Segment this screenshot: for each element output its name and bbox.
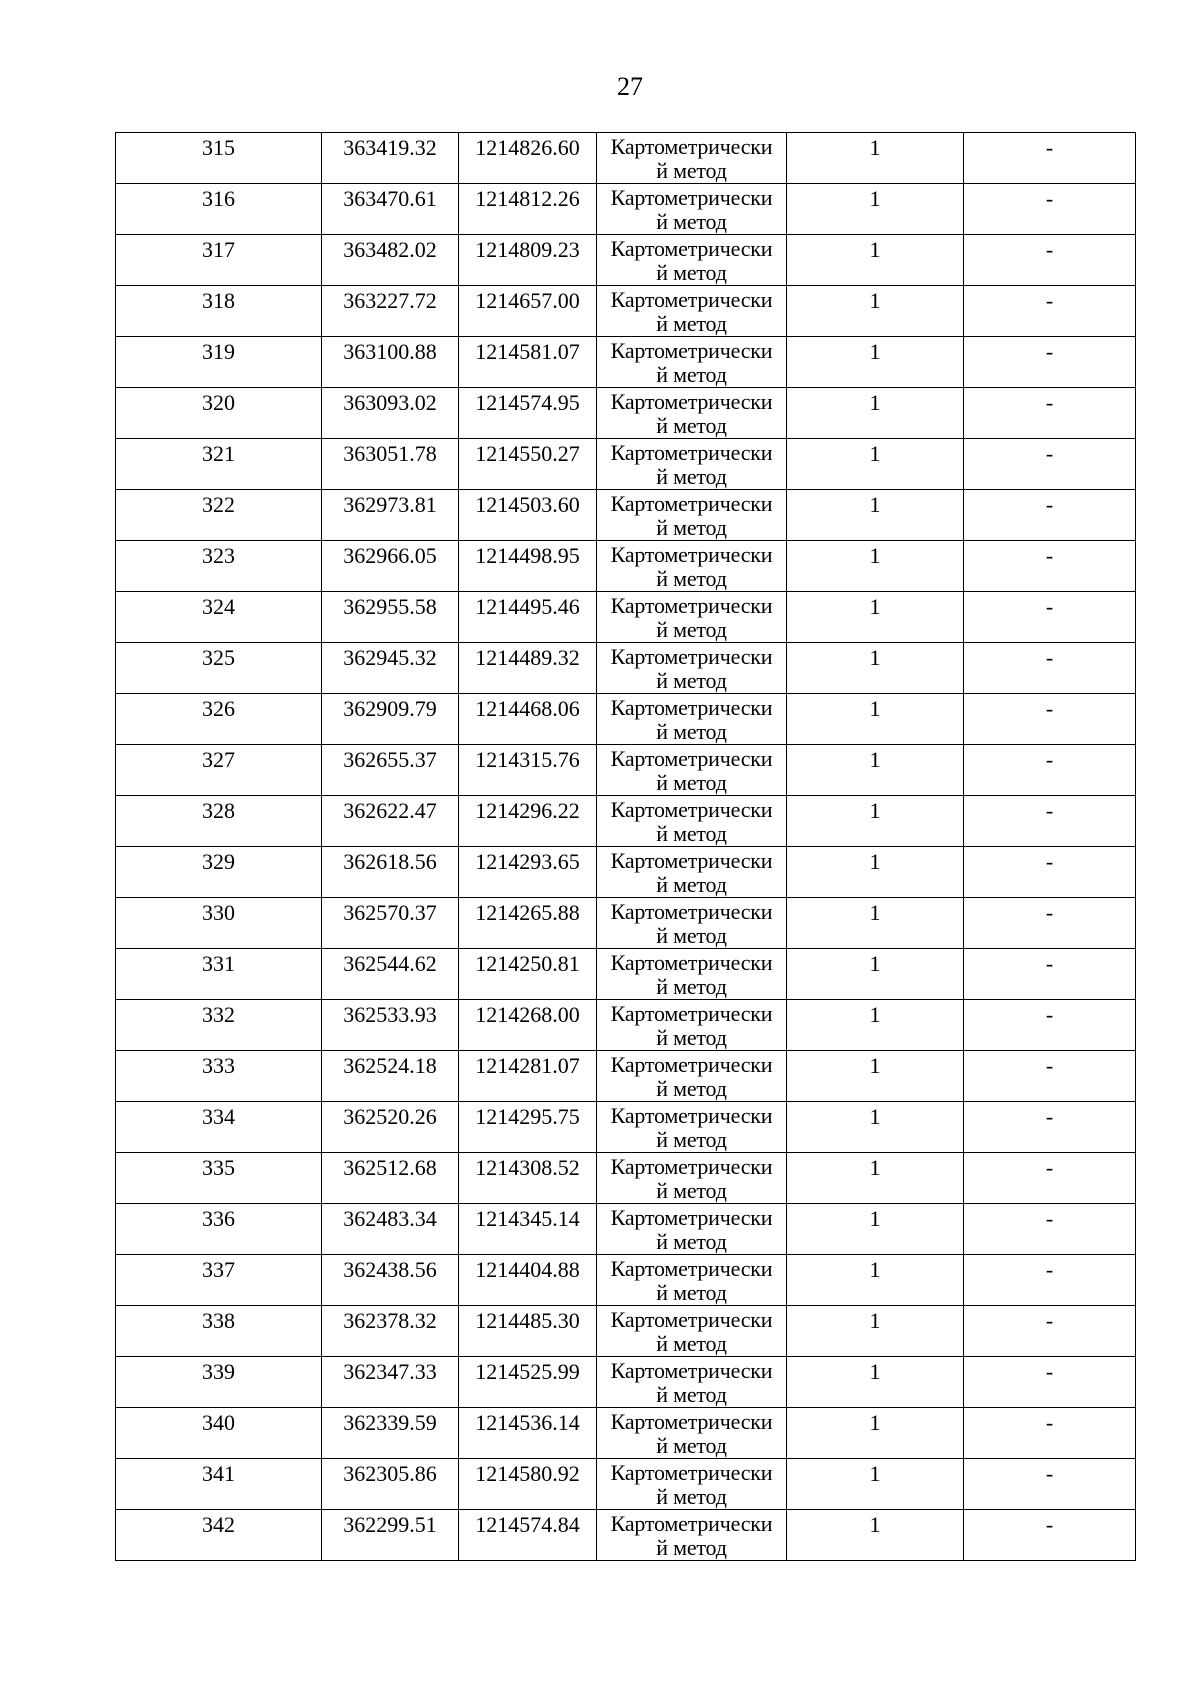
table-row — [116, 1051, 1136, 1102]
method-text-line-1: Картометрически — [610, 1307, 773, 1332]
note-cell: - — [964, 490, 1136, 541]
point-number-cell: 341 — [116, 1459, 322, 1510]
method-text-line-1: Картометрически — [610, 797, 773, 822]
method-text-line-2: й метод — [656, 464, 727, 489]
method-cell — [597, 337, 787, 388]
method-text-line-1: Картометрически — [610, 440, 773, 465]
table-row — [116, 1510, 1136, 1561]
y-coordinate-cell: 1214468.06 — [459, 694, 597, 745]
note-cell: - — [964, 1204, 1136, 1255]
method-cell — [597, 184, 787, 235]
point-number-cell: 333 — [116, 1051, 322, 1102]
method-text-line-2: й метод — [656, 1127, 727, 1152]
y-coordinate-cell: 1214550.27 — [459, 439, 597, 490]
note-cell: - — [964, 694, 1136, 745]
y-coordinate-cell: 1214574.84 — [459, 1510, 597, 1561]
accuracy-cell: 1 — [787, 1255, 964, 1306]
method-cell — [597, 1204, 787, 1255]
point-number-cell: 325 — [116, 643, 322, 694]
method-cell — [597, 796, 787, 847]
note-cell: - — [964, 1408, 1136, 1459]
note-cell: - — [964, 1102, 1136, 1153]
note-cell: - — [964, 184, 1136, 235]
table-row — [116, 745, 1136, 796]
accuracy-cell: 1 — [787, 490, 964, 541]
note-cell: - — [964, 541, 1136, 592]
y-coordinate-cell: 1214812.26 — [459, 184, 597, 235]
table-row — [116, 1000, 1136, 1051]
accuracy-cell: 1 — [787, 184, 964, 235]
x-coordinate-cell: 362966.05 — [322, 541, 459, 592]
y-coordinate-cell: 1214826.60 — [459, 133, 597, 184]
accuracy-cell: 1 — [787, 439, 964, 490]
y-coordinate-cell: 1214295.75 — [459, 1102, 597, 1153]
table-row — [116, 1306, 1136, 1357]
method-text-line-2: й метод — [656, 1535, 727, 1560]
accuracy-cell: 1 — [787, 286, 964, 337]
method-cell — [597, 1153, 787, 1204]
method-cell — [597, 541, 787, 592]
note-cell: - — [964, 133, 1136, 184]
point-number-cell: 329 — [116, 847, 322, 898]
accuracy-cell: 1 — [787, 1102, 964, 1153]
method-text-line-2: й метод — [656, 617, 727, 642]
method-text-line-2: й метод — [656, 413, 727, 438]
note-cell: - — [964, 643, 1136, 694]
y-coordinate-cell: 1214581.07 — [459, 337, 597, 388]
accuracy-cell: 1 — [787, 133, 964, 184]
method-cell — [597, 1102, 787, 1153]
y-coordinate-cell: 1214268.00 — [459, 1000, 597, 1051]
method-text-line-2: й метод — [656, 1382, 727, 1407]
note-cell: - — [964, 592, 1136, 643]
x-coordinate-cell: 362945.32 — [322, 643, 459, 694]
point-number-cell: 337 — [116, 1255, 322, 1306]
table-row — [116, 133, 1136, 184]
method-text-line-1: Картометрически — [610, 644, 773, 669]
note-cell: - — [964, 337, 1136, 388]
point-number-cell: 331 — [116, 949, 322, 1000]
table-row — [116, 490, 1136, 541]
x-coordinate-cell: 363227.72 — [322, 286, 459, 337]
y-coordinate-cell: 1214315.76 — [459, 745, 597, 796]
note-cell: - — [964, 847, 1136, 898]
x-coordinate-cell: 362347.33 — [322, 1357, 459, 1408]
method-cell — [597, 286, 787, 337]
method-text-line-2: й метод — [656, 1076, 727, 1101]
method-cell — [597, 898, 787, 949]
x-coordinate-cell: 362305.86 — [322, 1459, 459, 1510]
table-row — [116, 439, 1136, 490]
y-coordinate-cell: 1214495.46 — [459, 592, 597, 643]
x-coordinate-cell: 363470.61 — [322, 184, 459, 235]
x-coordinate-cell: 362483.34 — [322, 1204, 459, 1255]
table-row — [116, 1255, 1136, 1306]
method-text-line-1: Картометрически — [610, 491, 773, 516]
coordinates-table-body — [116, 133, 1136, 1561]
accuracy-cell: 1 — [787, 235, 964, 286]
method-cell — [597, 1051, 787, 1102]
point-number-cell: 318 — [116, 286, 322, 337]
accuracy-cell: 1 — [787, 796, 964, 847]
method-cell — [597, 235, 787, 286]
note-cell: - — [964, 1459, 1136, 1510]
method-text-line-2: й метод — [656, 770, 727, 795]
accuracy-cell: 1 — [787, 1459, 964, 1510]
method-cell — [597, 949, 787, 1000]
point-number-cell: 342 — [116, 1510, 322, 1561]
y-coordinate-cell: 1214293.65 — [459, 847, 597, 898]
method-text-line-2: й метод — [656, 260, 727, 285]
x-coordinate-cell: 362973.81 — [322, 490, 459, 541]
method-text-line-1: Картометрически — [610, 287, 773, 312]
method-text-line-1: Картометрически — [610, 1358, 773, 1383]
method-text-line-1: Картометрически — [610, 389, 773, 414]
x-coordinate-cell: 362570.37 — [322, 898, 459, 949]
method-text-line-1: Картометрически — [610, 1409, 773, 1434]
y-coordinate-cell: 1214250.81 — [459, 949, 597, 1000]
note-cell: - — [964, 1153, 1136, 1204]
method-text-line-2: й метод — [656, 923, 727, 948]
point-number-cell: 327 — [116, 745, 322, 796]
method-cell — [597, 490, 787, 541]
point-number-cell: 324 — [116, 592, 322, 643]
table-row — [116, 235, 1136, 286]
x-coordinate-cell: 362339.59 — [322, 1408, 459, 1459]
method-text-line-1: Картометрически — [610, 899, 773, 924]
coordinates-table — [115, 132, 1136, 1561]
method-text-line-1: Картометрически — [610, 950, 773, 975]
point-number-cell: 339 — [116, 1357, 322, 1408]
table-row — [116, 1459, 1136, 1510]
y-coordinate-cell: 1214525.99 — [459, 1357, 597, 1408]
method-text-line-1: Картометрически — [610, 1001, 773, 1026]
point-number-cell: 332 — [116, 1000, 322, 1051]
table-row — [116, 592, 1136, 643]
y-coordinate-cell: 1214296.22 — [459, 796, 597, 847]
accuracy-cell: 1 — [787, 388, 964, 439]
x-coordinate-cell: 363093.02 — [322, 388, 459, 439]
note-cell: - — [964, 286, 1136, 337]
note-cell: - — [964, 235, 1136, 286]
method-text-line-2: й метод — [656, 821, 727, 846]
method-text-line-2: й метод — [656, 974, 727, 999]
y-coordinate-cell: 1214404.88 — [459, 1255, 597, 1306]
method-cell — [597, 133, 787, 184]
table-row — [116, 796, 1136, 847]
method-text-line-2: й метод — [656, 1433, 727, 1458]
table-row — [116, 286, 1136, 337]
y-coordinate-cell: 1214503.60 — [459, 490, 597, 541]
method-text-line-1: Картометрически — [610, 185, 773, 210]
accuracy-cell: 1 — [787, 1306, 964, 1357]
table-row — [116, 1204, 1136, 1255]
accuracy-cell: 1 — [787, 337, 964, 388]
y-coordinate-cell: 1214536.14 — [459, 1408, 597, 1459]
table-row — [116, 1102, 1136, 1153]
x-coordinate-cell: 362533.93 — [322, 1000, 459, 1051]
note-cell: - — [964, 1000, 1136, 1051]
method-cell — [597, 1357, 787, 1408]
accuracy-cell: 1 — [787, 847, 964, 898]
method-text-line-1: Картометрически — [610, 1205, 773, 1230]
x-coordinate-cell: 362618.56 — [322, 847, 459, 898]
method-cell — [597, 1408, 787, 1459]
note-cell: - — [964, 388, 1136, 439]
x-coordinate-cell: 362622.47 — [322, 796, 459, 847]
y-coordinate-cell: 1214265.88 — [459, 898, 597, 949]
table-row — [116, 541, 1136, 592]
accuracy-cell: 1 — [787, 643, 964, 694]
note-cell: - — [964, 949, 1136, 1000]
x-coordinate-cell: 363100.88 — [322, 337, 459, 388]
method-cell — [597, 1255, 787, 1306]
y-coordinate-cell: 1214498.95 — [459, 541, 597, 592]
method-text-line-1: Картометрически — [610, 236, 773, 261]
x-coordinate-cell: 363482.02 — [322, 235, 459, 286]
method-text-line-1: Картометрически — [610, 1511, 773, 1536]
accuracy-cell: 1 — [787, 1153, 964, 1204]
note-cell: - — [964, 1051, 1136, 1102]
accuracy-cell: 1 — [787, 898, 964, 949]
accuracy-cell: 1 — [787, 949, 964, 1000]
accuracy-cell: 1 — [787, 541, 964, 592]
y-coordinate-cell: 1214281.07 — [459, 1051, 597, 1102]
accuracy-cell: 1 — [787, 694, 964, 745]
accuracy-cell: 1 — [787, 1510, 964, 1561]
table-row — [116, 847, 1136, 898]
accuracy-cell: 1 — [787, 592, 964, 643]
method-text-line-2: й метод — [656, 1178, 727, 1203]
x-coordinate-cell: 362299.51 — [322, 1510, 459, 1561]
y-coordinate-cell: 1214489.32 — [459, 643, 597, 694]
note-cell: - — [964, 898, 1136, 949]
method-text-line-1: Картометрически — [610, 848, 773, 873]
method-text-line-2: й метод — [656, 872, 727, 897]
x-coordinate-cell: 362909.79 — [322, 694, 459, 745]
note-cell: - — [964, 1510, 1136, 1561]
y-coordinate-cell: 1214345.14 — [459, 1204, 597, 1255]
method-text-line-1: Картометрически — [610, 338, 773, 363]
point-number-cell: 330 — [116, 898, 322, 949]
note-cell: - — [964, 439, 1136, 490]
table-row — [116, 388, 1136, 439]
table-row — [116, 1408, 1136, 1459]
method-text-line-2: й метод — [656, 158, 727, 183]
note-cell: - — [964, 1357, 1136, 1408]
point-number-cell: 317 — [116, 235, 322, 286]
method-text-line-2: й метод — [656, 362, 727, 387]
point-number-cell: 315 — [116, 133, 322, 184]
y-coordinate-cell: 1214657.00 — [459, 286, 597, 337]
point-number-cell: 326 — [116, 694, 322, 745]
method-text-line-2: й метод — [656, 209, 727, 234]
point-number-cell: 338 — [116, 1306, 322, 1357]
table-row — [116, 898, 1136, 949]
table-row — [116, 184, 1136, 235]
x-coordinate-cell: 362438.56 — [322, 1255, 459, 1306]
table-row — [116, 337, 1136, 388]
table-row — [116, 643, 1136, 694]
x-coordinate-cell: 362520.26 — [322, 1102, 459, 1153]
method-cell — [597, 1000, 787, 1051]
method-cell — [597, 388, 787, 439]
x-coordinate-cell: 362544.62 — [322, 949, 459, 1000]
method-cell — [597, 643, 787, 694]
x-coordinate-cell: 363419.32 — [322, 133, 459, 184]
method-text-line-1: Картометрически — [610, 1460, 773, 1485]
accuracy-cell: 1 — [787, 1357, 964, 1408]
method-text-line-2: й метод — [656, 1484, 727, 1509]
x-coordinate-cell: 362378.32 — [322, 1306, 459, 1357]
method-text-line-2: й метод — [656, 1025, 727, 1050]
x-coordinate-cell: 362512.68 — [322, 1153, 459, 1204]
method-text-line-1: Картометрически — [610, 593, 773, 618]
point-number-cell: 336 — [116, 1204, 322, 1255]
accuracy-cell: 1 — [787, 1408, 964, 1459]
method-text-line-1: Картометрически — [610, 1052, 773, 1077]
y-coordinate-cell: 1214809.23 — [459, 235, 597, 286]
point-number-cell: 334 — [116, 1102, 322, 1153]
method-text-line-1: Картометрически — [610, 1154, 773, 1179]
note-cell: - — [964, 796, 1136, 847]
method-text-line-1: Картометрически — [610, 1103, 773, 1128]
y-coordinate-cell: 1214485.30 — [459, 1306, 597, 1357]
method-text-line-2: й метод — [656, 1229, 727, 1254]
point-number-cell: 321 — [116, 439, 322, 490]
method-cell — [597, 1306, 787, 1357]
method-text-line-2: й метод — [656, 566, 727, 591]
method-text-line-1: Картометрически — [610, 1256, 773, 1281]
method-cell — [597, 694, 787, 745]
point-number-cell: 323 — [116, 541, 322, 592]
method-cell — [597, 439, 787, 490]
table-row — [116, 949, 1136, 1000]
accuracy-cell: 1 — [787, 1204, 964, 1255]
table-row — [116, 694, 1136, 745]
note-cell: - — [964, 1255, 1136, 1306]
table-row — [116, 1357, 1136, 1408]
note-cell: - — [964, 1306, 1136, 1357]
x-coordinate-cell: 362524.18 — [322, 1051, 459, 1102]
x-coordinate-cell: 363051.78 — [322, 439, 459, 490]
point-number-cell: 328 — [116, 796, 322, 847]
method-text-line-1: Картометрически — [610, 134, 773, 159]
method-text-line-2: й метод — [656, 311, 727, 336]
method-cell — [597, 847, 787, 898]
method-cell — [597, 1510, 787, 1561]
note-cell: - — [964, 745, 1136, 796]
x-coordinate-cell: 362955.58 — [322, 592, 459, 643]
point-number-cell: 322 — [116, 490, 322, 541]
method-text-line-2: й метод — [656, 515, 727, 540]
x-coordinate-cell: 362655.37 — [322, 745, 459, 796]
method-text-line-1: Картометрически — [610, 542, 773, 567]
y-coordinate-cell: 1214580.92 — [459, 1459, 597, 1510]
accuracy-cell: 1 — [787, 1051, 964, 1102]
method-text-line-2: й метод — [656, 1331, 727, 1356]
y-coordinate-cell: 1214574.95 — [459, 388, 597, 439]
method-text-line-2: й метод — [656, 719, 727, 744]
y-coordinate-cell: 1214308.52 — [459, 1153, 597, 1204]
accuracy-cell: 1 — [787, 1000, 964, 1051]
method-text-line-2: й метод — [656, 668, 727, 693]
page-number: 27 — [617, 72, 643, 101]
table-row — [116, 1153, 1136, 1204]
point-number-cell: 335 — [116, 1153, 322, 1204]
method-cell — [597, 745, 787, 796]
point-number-cell: 320 — [116, 388, 322, 439]
point-number-cell: 319 — [116, 337, 322, 388]
method-cell — [597, 592, 787, 643]
point-number-cell: 316 — [116, 184, 322, 235]
method-text-line-1: Картометрически — [610, 695, 773, 720]
method-text-line-2: й метод — [656, 1280, 727, 1305]
method-text-line-1: Картометрически — [610, 746, 773, 771]
point-number-cell: 340 — [116, 1408, 322, 1459]
method-cell — [597, 1459, 787, 1510]
accuracy-cell: 1 — [787, 745, 964, 796]
